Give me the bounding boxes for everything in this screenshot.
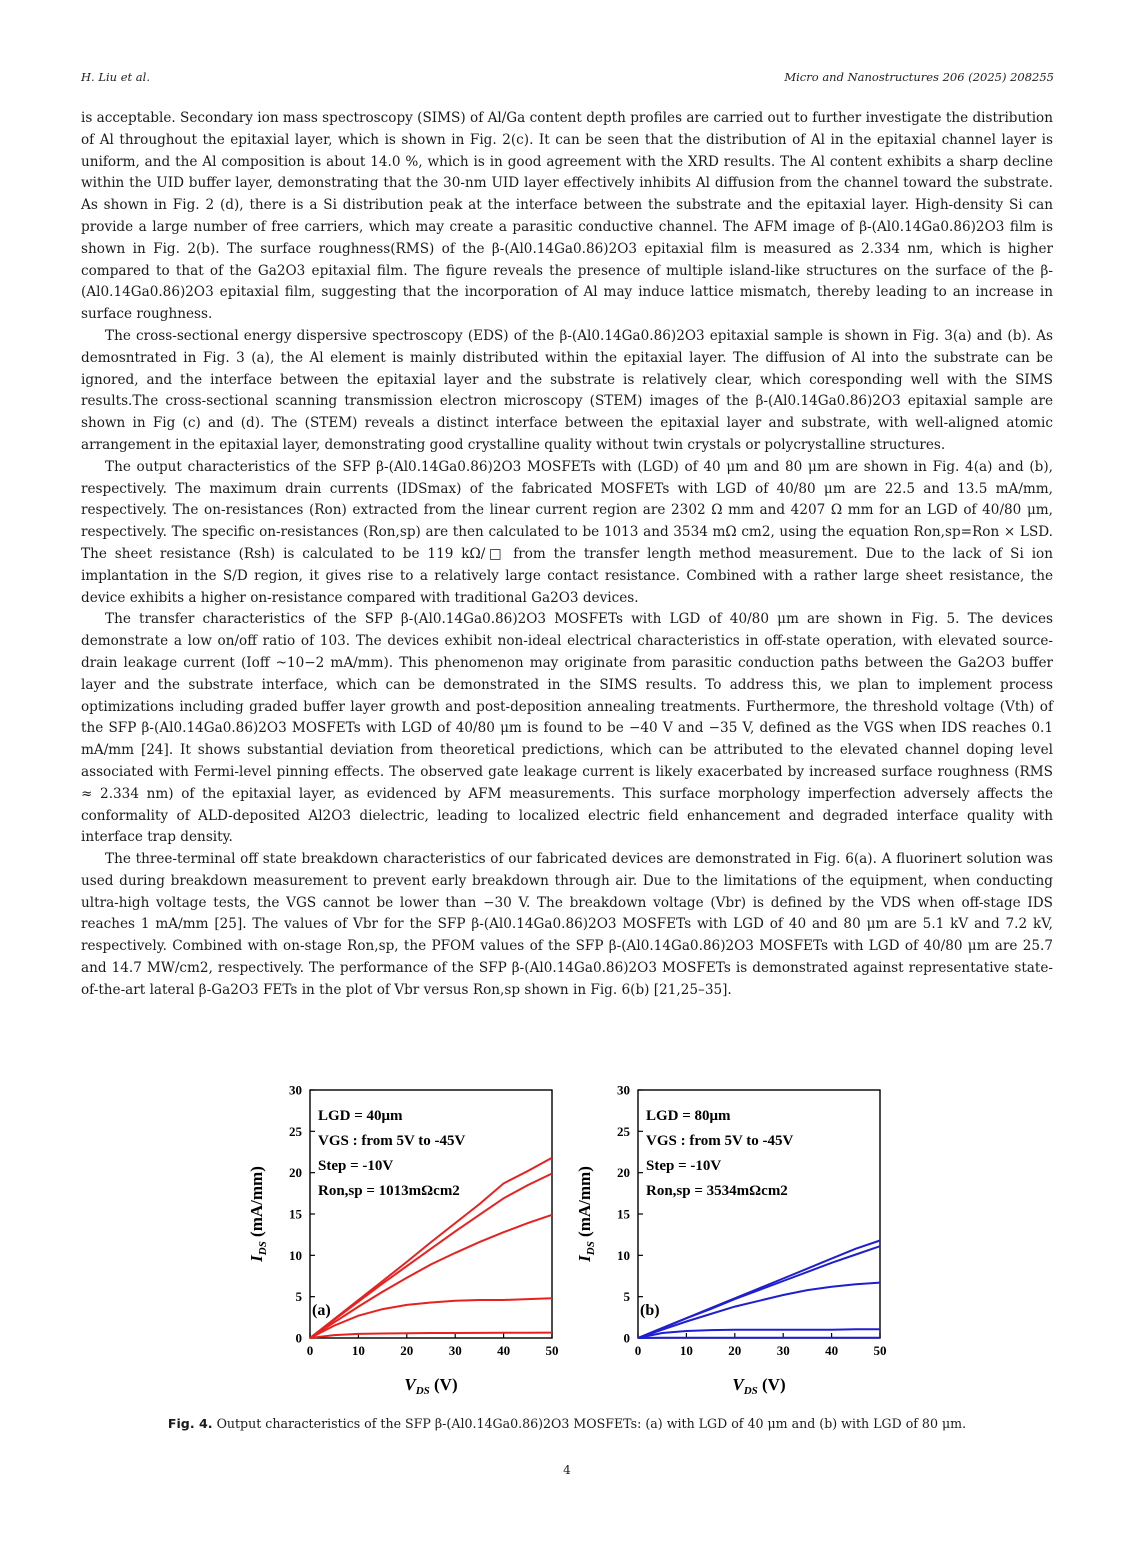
figure-caption-text: Output characteristics of the SFP β-(Al0.14Ga0.86)2O3 MOSFETs: (a) with LGD of 40 μm and (b) with LGD of 80 μm. bbox=[216, 1416, 967, 1431]
y-tick-label: 30 bbox=[617, 1082, 630, 1098]
y-axis-label: $I_{DS}$ (mA/mm) bbox=[575, 1166, 597, 1262]
y-tick-label: 20 bbox=[289, 1165, 302, 1181]
x-tick-label: 30 bbox=[448, 1343, 462, 1358]
annotation-line: Ron,sp = 1013mΩcm2 bbox=[318, 1183, 460, 1199]
x-axis-label: $V_{DS}$ (V) bbox=[404, 1375, 458, 1397]
x-tick-label: 0 bbox=[634, 1343, 642, 1358]
figure-caption bbox=[0, 1416, 1134, 1431]
y-tick-label: 0 bbox=[295, 1330, 302, 1346]
annotation-line: VGS : from 5V to -45V bbox=[646, 1133, 794, 1149]
paragraph-3: The output characteristics of the SFP β-(Al0.14Ga0.86)2O3 MOSFETs with (LGD) of 40 μm and 80 μm are shown in Fig. 4(a) and (b), respectively. The maximum drain currents (IDSmax) of the fabricated MOSFETs with LGD of 40/80 μm are 22.5 and 13.5 mA/mm, respectively. The on-resistances (Ron) extracted from the linear current region are 2302 Ω mm and 4207 Ω mm for an LGD of 40/80 μm, respectively. The specific on-resistances (Ron,sp) are then calculated to be 1013 and 3534 mΩ cm2, using the equation Ron,sp=Ron × LSD. The sheet resistance (Rsh) is calculated to be 119 kΩ/□ from the transfer length method measurement. Due to the lack of Si ion implantation in the S/D region, it gives rise to a relatively large contact resistance. Combined with a rather large sheet resistance, the device exhibits a higher on-resistance compared with traditional Ga2O3 devices. bbox=[81, 458, 1053, 606]
annotation-line: LGD = 80μm bbox=[646, 1108, 731, 1124]
y-tick-label: 5 bbox=[623, 1289, 630, 1305]
annotation-line: LGD = 40μm bbox=[318, 1108, 403, 1124]
y-tick-label: 15 bbox=[617, 1206, 630, 1222]
paragraph-2: The cross-sectional energy dispersive spectroscopy (EDS) of the β-(Al0.14Ga0.86)2O3 epitaxial sample is shown in Fig. 3(a) and (b). As demosntrated in Fig. 3 (a), the Al element is mainly distributed within the epitaxial layer. The diffusion of Al into the substrate can be ignored, and the interface between the epitaxial layer and the substrate is relatively clear, which coresponding well with the SIMS results.The cross-sectional scanning transmission electron microscopy (STEM) images of the β-(Al0.14Ga0.86)2O3 epitaxial sample are shown in Fig (c) and (d). The (STEM) reveals a distinct interface between the epitaxial layer and substrate, with well-aligned atomic arrangement in the epitaxial layer, demonstrating good crystalline quality without twin crystals or polycrystalline structures. bbox=[81, 327, 1053, 453]
x-tick-label: 20 bbox=[400, 1343, 414, 1358]
figure-4-svg bbox=[0, 1075, 1134, 1405]
series-line-2 bbox=[638, 1246, 880, 1338]
page-number: 4 bbox=[563, 1463, 571, 1477]
y-tick-label: 20 bbox=[617, 1165, 630, 1181]
y-tick-label: 10 bbox=[289, 1247, 302, 1263]
x-tick-label: 40 bbox=[497, 1343, 511, 1358]
series-line-3 bbox=[310, 1215, 552, 1338]
annotation-line: Step = -10V bbox=[646, 1158, 722, 1174]
x-axis-label: $V_{DS}$ (V) bbox=[732, 1375, 786, 1397]
annotation-line: VGS : from 5V to -45V bbox=[318, 1133, 466, 1149]
running-header-authors: H. Liu et al. bbox=[81, 70, 150, 84]
y-tick-label: 5 bbox=[295, 1289, 302, 1305]
figure-4 bbox=[0, 1075, 1134, 1405]
x-tick-label: 10 bbox=[351, 1343, 365, 1358]
y-tick-label: 10 bbox=[617, 1247, 630, 1263]
annotation-line: Ron,sp = 3534mΩcm2 bbox=[646, 1183, 788, 1199]
x-tick-label: 50 bbox=[545, 1343, 559, 1358]
series-line-4 bbox=[638, 1329, 880, 1338]
running-header-journal: Micro and Nanostructures 206 (2025) 208255 bbox=[784, 70, 1054, 84]
figure-caption-label: Fig. 4. bbox=[167, 1416, 213, 1431]
y-tick-label: 0 bbox=[623, 1330, 630, 1346]
paragraph-1: is acceptable. Secondary ion mass spectroscopy (SIMS) of Al/Ga content depth profiles are carried out to further investigate the distribution of Al throughout the epitaxial layer, which is shown in Fig. 2(c). It can be seen that the distribution of Al in the epitaxial channel layer is uniform, and the Al composition is about 14.0 %, which is in good agreement with the XRD results. The Al content exhibits a sharp decline within the UID buffer layer, demonstrating that the 30-nm UID layer effectively inhibits Al diffusion from the channel toward the substrate. As shown in Fig. 2 (d), there is a Si distribution peak at the interface between the substrate and the epitaxial layer. High-density Si can provide a large number of free carriers, which may create a parasitic conductive channel. The AFM image of β-(Al0.14Ga0.86)2O3 film is shown in Fig. 2(b). The surface roughness(RMS) of the β-(Al0.14Ga0.86)2O3 epitaxial film is measured as 2.334 nm, which is higher compared to that of the Ga2O3 epitaxial film. The figure reveals the presence of multiple island-like structures on the surface of the β-(Al0.14Ga0.86)2O3 epitaxial film, suggesting that the incorporation of Al may induce lattice mismatch, thereby leading to an increase in surface roughness. bbox=[81, 110, 1053, 323]
x-tick-label: 50 bbox=[873, 1343, 887, 1358]
y-tick-label: 15 bbox=[289, 1206, 302, 1222]
x-tick-label: 10 bbox=[679, 1343, 693, 1358]
paragraph-4: The transfer characteristics of the SFP β-(Al0.14Ga0.86)2O3 MOSFETs with LGD of 40/80 μm are shown in Fig. 5. The devices demonstrate a low on/off ratio of 103. The devices exhibit non-ideal electrical characteristics in off-state operation, with elevated source-drain leakage current (Ioff ~10−2 mA/mm). This phenomenon may originate from parasitic conduction paths between the Ga2O3 buffer layer and the substrate interface, which can be demonstrated in the SIMS results. To address this, we plan to implement process optimizations including graded buffer layer growth and post-deposition annealing treatments. Furthermore, the threshold voltage (Vth) of the SFP β-(Al0.14Ga0.86)2O3 MOSFETs with LGD of 40/80 μm is found to be −40 V and −35 V, defined as the VGS when IDS reaches 0.1 mA/mm [24]. It shows substantial deviation from theoretical predictions, which can be attributed to the elevated channel doping level associated with Fermi-level pinning effects. The observed gate leakage current is likely exacerbated by increased surface roughness (RMS ≈ 2.334 nm) of the epitaxial layer, as evidenced by AFM measurements. This surface morphology imperfection adversely affects the conformality of ALD-deposited Al2O3 dielectric, leading to localized electric field enhancement and degraded interface quality with interface trap density. bbox=[81, 611, 1053, 846]
y-axis-label: $I_{DS}$ (mA/mm) bbox=[247, 1166, 269, 1262]
x-tick-label: 30 bbox=[776, 1343, 790, 1358]
annotation-line: Step = -10V bbox=[318, 1158, 394, 1174]
panel-label: (b) bbox=[640, 1302, 660, 1319]
series-line-5 bbox=[310, 1333, 552, 1338]
x-tick-label: 40 bbox=[825, 1343, 839, 1358]
y-tick-label: 25 bbox=[617, 1123, 630, 1139]
y-tick-label: 30 bbox=[289, 1082, 302, 1098]
paragraph-5: The three-terminal off state breakdown characteristics of our fabricated devices are demonstrated in Fig. 6(a). A fluorinert solution was used during breakdown measurement to prevent early breakdown through air. Due to the limitations of the equipment, when conducting ultra-high voltage tests, the VGS cannot be lower than −30 V. The breakdown voltage (Vbr) is defined by the VDS when off-stage IDS reaches 1 mA/mm [25]. The values of Vbr for the SFP β-(Al0.14Ga0.86)2O3 MOSFETs with LGD of 40 and 80 μm are 5.1 kV and 7.2 kV, respectively. Combined with on-stage Ron,sp, the PFOM values of the SFP β-(Al0.14Ga0.86)2O3 MOSFETs with LGD of 40/80 μm are 25.7 and 14.7 MW/cm2, respectively. The performance of the SFP β-(Al0.14Ga0.86)2O3 MOSFETs is demonstrated against representative state-of-the-art lateral β-Ga2O3 FETs in the plot of Vbr versus Ron,sp shown in Fig. 6(b) [21,25–35]. bbox=[81, 851, 1053, 998]
article-body bbox=[81, 108, 1053, 1002]
plot-frame bbox=[310, 1090, 552, 1338]
x-tick-label: 0 bbox=[306, 1343, 314, 1358]
panel-label: (a) bbox=[312, 1302, 331, 1319]
x-tick-label: 20 bbox=[728, 1343, 742, 1358]
y-tick-label: 25 bbox=[289, 1123, 302, 1139]
